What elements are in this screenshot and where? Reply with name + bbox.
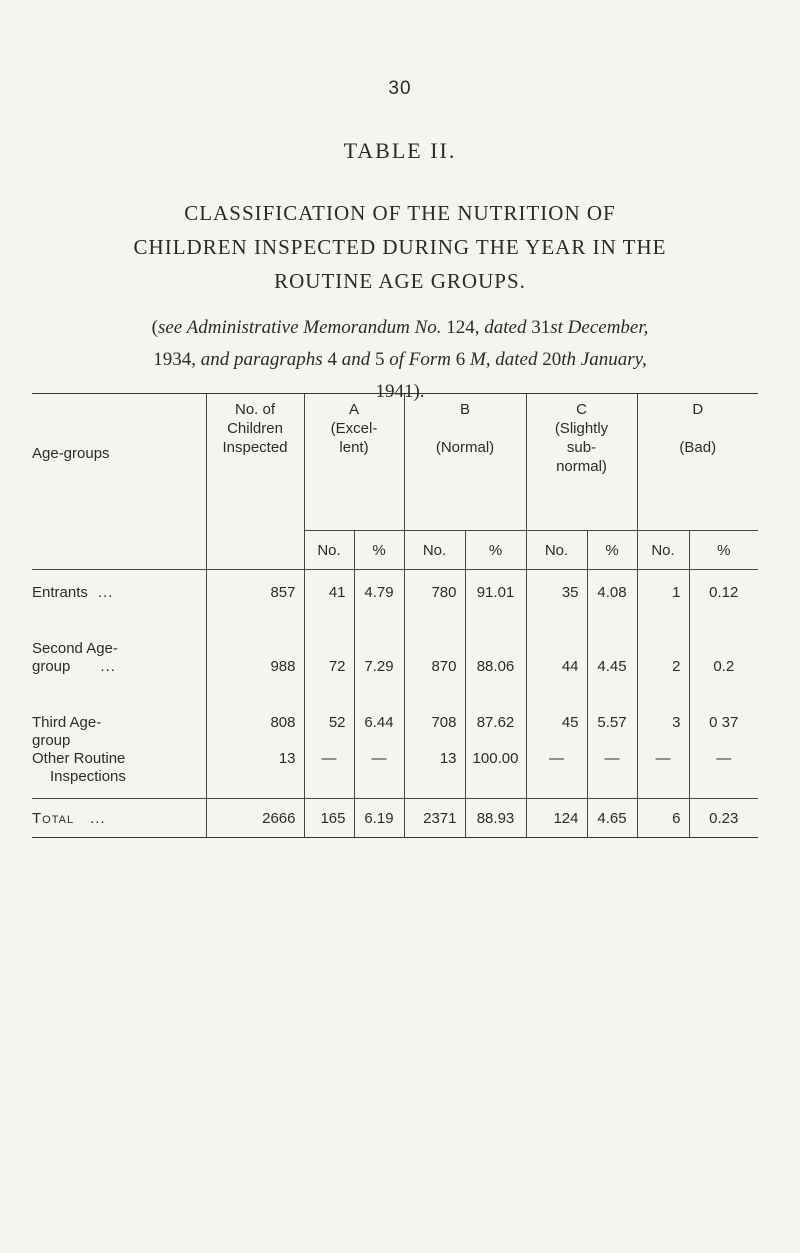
memo-year: 1934, — [153, 349, 196, 370]
c-no-cell: 44 — [526, 620, 587, 694]
header-line: (Excel- — [330, 420, 378, 437]
inspected-cell: 988 — [206, 620, 304, 694]
row-label: Second Age- group ... — [32, 640, 118, 675]
total-label: Total ... — [32, 799, 206, 838]
c-pct-cell: — — [587, 750, 637, 799]
c-no-total: 124 — [526, 799, 587, 838]
d-no-cell: — — [637, 750, 689, 799]
header-line: (Normal) — [435, 439, 495, 456]
header-line: C — [576, 401, 587, 418]
header-rule — [32, 570, 758, 585]
paragraph-1: 4 — [327, 349, 337, 370]
c-pct-total: 4.65 — [587, 799, 637, 838]
row-label: Other Routine Inspections — [32, 750, 126, 785]
total-row — [32, 799, 758, 838]
d-pct-cell: 0.12 — [689, 584, 758, 620]
header-line: D — [692, 401, 704, 418]
a-no-cell: 52 — [304, 694, 354, 750]
a-pct-cell: 4.79 — [354, 584, 404, 620]
subheading-line-1: (see Administrative Memorandum No. 124, dated 31st December, — [151, 317, 649, 338]
table-title: TABLE II. — [343, 138, 457, 163]
memo-title: Administrative Memorandum No. — [186, 317, 442, 338]
b-pct-cell: 87.62 — [465, 694, 526, 750]
of-form: of Form — [389, 349, 451, 370]
d-no-cell: 1 — [637, 584, 689, 620]
header-line — [638, 419, 759, 438]
page-number: 30 — [388, 78, 412, 99]
c-no-cell: 45 — [526, 694, 587, 750]
and-word: and — [341, 349, 371, 370]
form-month: th January, — [561, 349, 647, 370]
and-paragraphs: and paragraphs — [200, 349, 323, 370]
header-line: normal) — [556, 458, 607, 475]
table-row — [32, 694, 758, 750]
header-line: sub- — [566, 439, 597, 456]
a-pct-cell: 7.29 — [354, 620, 404, 694]
b-pct-cell: 91.01 — [465, 584, 526, 620]
b-no-header: No. — [404, 531, 465, 570]
d-no-header: No. — [637, 531, 689, 570]
heading-line: CLASSIFICATION OF THE NUTRITION OF — [184, 201, 616, 225]
header-line: A — [348, 401, 359, 418]
age-groups-label: Age-groups — [32, 445, 110, 462]
b-no-cell: 870 — [404, 620, 465, 694]
children-inspected-header — [206, 394, 304, 570]
row-label: Third Age- group — [32, 714, 102, 749]
subheading-line-3: 1941). — [375, 381, 425, 402]
c-pct-cell: 4.45 — [587, 620, 637, 694]
c-pct-header: % — [587, 531, 637, 570]
header-line: B — [459, 401, 470, 418]
d-pct-header: % — [689, 531, 758, 570]
form-letter: M, — [469, 349, 491, 370]
row-label: Entrants ... — [32, 584, 114, 601]
header-row — [32, 394, 758, 531]
memo-day: 31 — [531, 317, 551, 338]
memo-number: 124, — [446, 317, 480, 338]
b-pct-cell: 88.06 — [465, 620, 526, 694]
paragraph-2: 5 — [374, 349, 385, 370]
b-no-cell: 708 — [404, 694, 465, 750]
group-b-header — [404, 394, 526, 531]
d-pct-total: 0.23 — [689, 799, 758, 838]
b-pct-header: % — [465, 531, 526, 570]
b-pct-cell: 100.00 — [465, 750, 526, 799]
d-pct-cell: 0.2 — [689, 620, 758, 694]
form-number: 6 — [455, 349, 466, 370]
header-line: No. of — [234, 401, 276, 418]
inspected-total: 2666 — [206, 799, 304, 838]
a-pct-header: % — [354, 531, 404, 570]
header-line: Inspected — [222, 439, 288, 456]
form-day: 20 — [542, 349, 562, 370]
header-line: (Slightly — [554, 420, 609, 437]
age-groups-header — [32, 394, 206, 570]
header-line: (Bad) — [679, 439, 717, 456]
heading-line: ROUTINE AGE GROUPS. — [274, 269, 526, 293]
dated-word-2: dated — [495, 349, 538, 370]
subheading-see: see — [157, 317, 183, 338]
a-no-header: No. — [304, 531, 354, 570]
a-pct-cell: 6.44 — [354, 694, 404, 750]
c-pct-cell: 4.08 — [587, 584, 637, 620]
header-line: lent) — [339, 439, 369, 456]
c-pct-cell: 5.57 — [587, 694, 637, 750]
group-a-header — [304, 394, 404, 531]
d-pct-cell: 0 37 — [689, 694, 758, 750]
table-row — [32, 584, 758, 620]
table-row — [32, 750, 758, 799]
b-no-total: 2371 — [404, 799, 465, 838]
b-no-cell: 13 — [404, 750, 465, 799]
a-no-cell: 41 — [304, 584, 354, 620]
d-no-total: 6 — [637, 799, 689, 838]
d-no-cell: 3 — [637, 694, 689, 750]
inspected-cell: 857 — [206, 584, 304, 620]
d-no-cell: 2 — [637, 620, 689, 694]
memo-month: st December, — [550, 317, 649, 338]
subheading-line-2 — [30, 344, 770, 376]
inspected-cell: 808 — [206, 694, 304, 750]
group-d-header — [637, 394, 758, 531]
heading-line: CHILDREN INSPECTED DURING THE YEAR IN THE — [133, 235, 667, 259]
a-no-cell: — — [304, 750, 354, 799]
nutrition-table — [32, 393, 758, 838]
c-no-header: No. — [526, 531, 587, 570]
group-c-header — [526, 394, 637, 531]
a-pct-cell: — — [354, 750, 404, 799]
header-line: Children — [227, 420, 283, 437]
c-no-cell: — — [526, 750, 587, 799]
dated-word: dated — [484, 317, 527, 338]
header-line — [405, 419, 526, 438]
d-pct-cell: — — [689, 750, 758, 799]
a-no-total: 165 — [304, 799, 354, 838]
a-pct-total: 6.19 — [354, 799, 404, 838]
a-no-cell: 72 — [304, 620, 354, 694]
table-row — [32, 620, 758, 694]
b-pct-total: 88.93 — [465, 799, 526, 838]
c-no-cell: 35 — [526, 584, 587, 620]
b-no-cell: 780 — [404, 584, 465, 620]
inspected-cell: 13 — [206, 750, 304, 799]
table-heading — [40, 196, 760, 298]
